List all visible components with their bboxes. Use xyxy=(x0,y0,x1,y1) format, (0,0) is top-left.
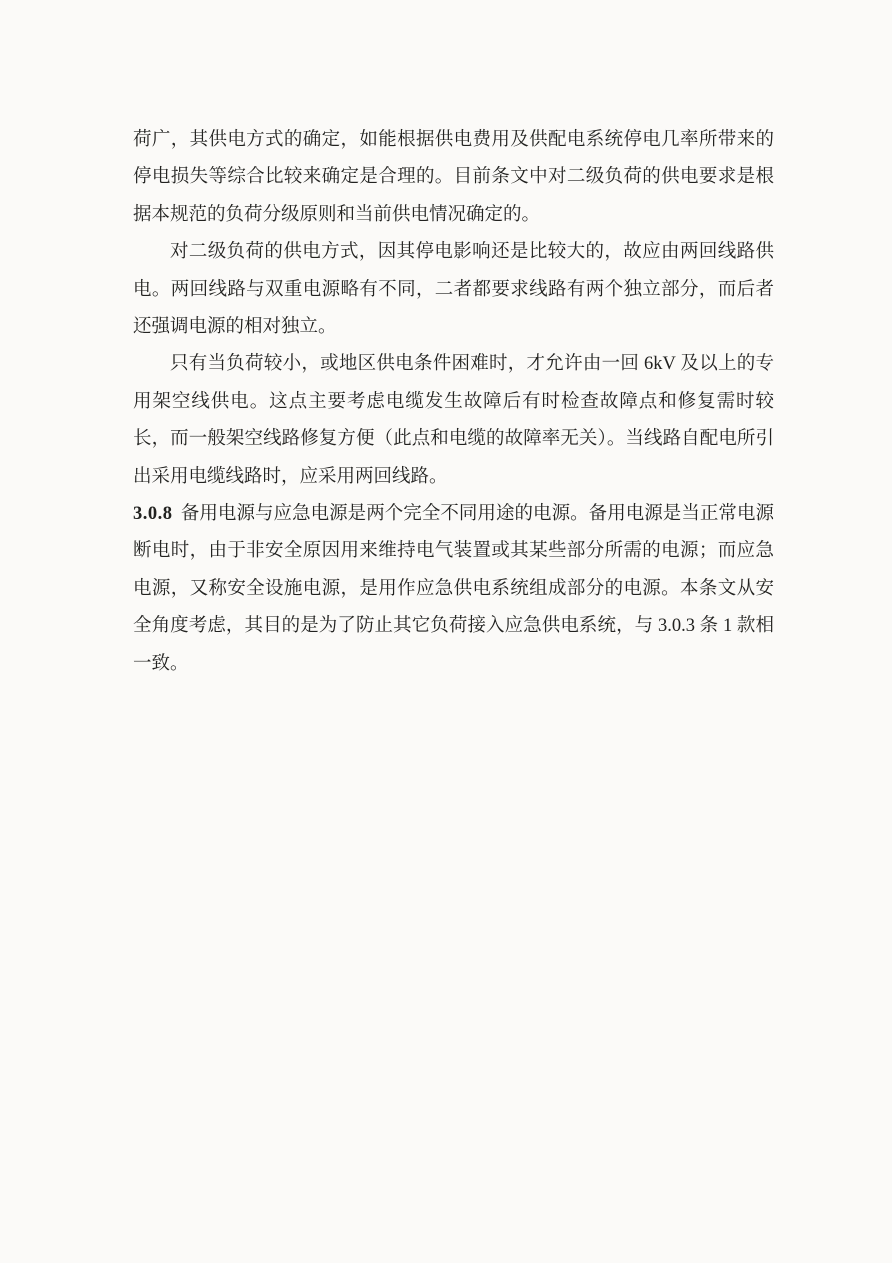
paragraph-continuation: 荷广，其供电方式的确定，如能根据供电费用及供配电系统停电几率所带来的停电损失等综合比较来确定是合理的。目前条文中对二级负荷的供电要求是根据本规范的负荷分级原则和当前供电情况确定的。 xyxy=(133,130,774,225)
paragraph-two-circuit-supply: 对二级负荷的供电方式，因其停电影响还是比较大的，故应由两回线路供电。两回线路与双重电源略有不同，二者都要求线路有两个独立部分，而后者还强调电源的相对独立。 xyxy=(133,242,774,338)
paragraph-clause-3-0-8 xyxy=(133,496,774,683)
clause-text: 备用电源与应急电源是两个完全不同用途的电源。备用电源是当正常电源断电时，由于非安全原因用来维持电气装置或其某些部分所需的电源；而应急电源，又称安全设施电源，是用作应急供电系统组成部分的电源。本条文从安全角度考虑，其目的是为了防止其它负荷接入应急供电系统，与 3.0.3 条 1 款相一致。 xyxy=(133,504,774,674)
paragraph-overhead-line: 只有当负荷较小，或地区供电条件困难时，才允许由一回 6kV 及以上的专用架空线供电。这点主要考虑电缆发生故障后有时检查故障点和修复需时较长，而一般架空线路修复方便（此点和电缆的故障率无关）。当线路自配电所引出采用电缆线路时，应采用两回线路。 xyxy=(133,354,774,487)
text-block xyxy=(133,122,774,683)
clause-number: 3.0.8 xyxy=(133,504,173,525)
